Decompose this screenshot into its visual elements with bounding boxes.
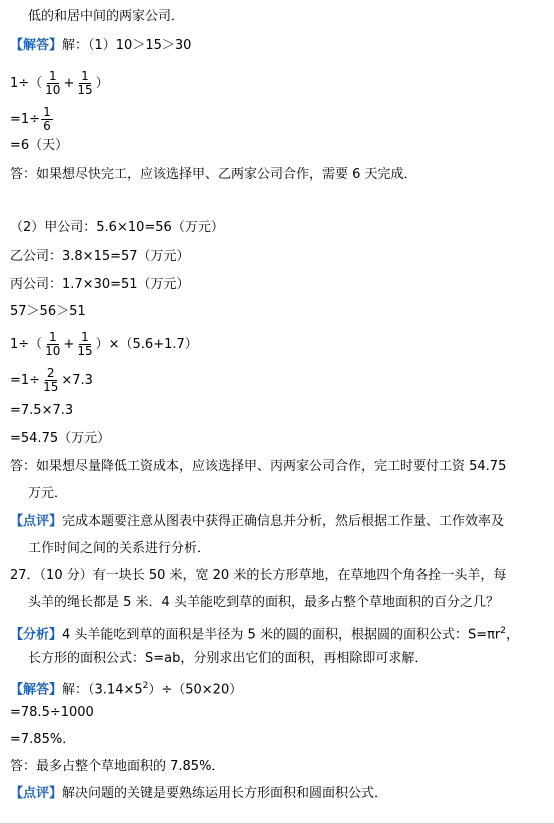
superscript: 2: [500, 626, 507, 636]
numerator: 1: [48, 69, 57, 83]
fraction-expression: [10, 70, 546, 97]
fraction: [43, 70, 62, 97]
text-line: 乙公司：3.8×15=57（万元）: [10, 249, 190, 264]
fraction-expression: [10, 367, 546, 394]
text: ）×（5.6+1.7）: [95, 337, 198, 352]
review-line: [10, 785, 546, 803]
text: 1÷（: [10, 337, 43, 352]
answer-tag: 【解答】: [10, 682, 63, 698]
text-line: =6（天）: [10, 138, 69, 153]
text-line: 丙公司：1.7×30=51（万元）: [10, 277, 190, 292]
text: ）÷（50×20）: [148, 682, 243, 698]
text-line: =78.5÷1000: [10, 705, 94, 720]
text: ×7.3: [61, 373, 93, 388]
question-line: 头羊的绳长都是 5 米．4 头羊能吃到草的面积，最多占整个草地面积的百分之几？: [28, 595, 499, 610]
denominator: 6: [43, 119, 51, 133]
fraction-expression: [10, 106, 546, 133]
text: ，: [506, 627, 520, 643]
text-line: 长方形的面积公式：S=ab，分别求出它们的面积，再相除即可求解．: [28, 651, 428, 666]
fraction: [41, 106, 53, 133]
numerator: 1: [48, 330, 57, 344]
text-line: 答：如果想尽快完工，应该选择甲、乙两家公司合作，需要 6 天完成．: [10, 167, 417, 182]
text-line: 工作时间之间的关系进行分析．: [28, 541, 211, 556]
fraction: [75, 331, 94, 358]
text-line: =7.85%．: [10, 732, 76, 747]
fraction: [75, 70, 94, 97]
numerator: 1: [81, 330, 89, 344]
denominator: 15: [77, 83, 93, 97]
analysis-tag: 【分析】: [10, 627, 63, 643]
text: 解：（1）10＞15＞30: [62, 38, 192, 53]
text: ）: [95, 76, 109, 91]
denominator: 15: [77, 344, 93, 358]
denominator: 10: [45, 83, 61, 97]
fraction-expression: [10, 331, 546, 358]
numerator: 1: [43, 105, 51, 119]
analysis-line: [10, 622, 546, 644]
text-line: =7.5×7.3: [10, 403, 74, 418]
superscript: 2: [142, 681, 149, 691]
denominator: 10: [45, 344, 61, 358]
text-line: 低的和居中间的两家公司．: [28, 9, 185, 24]
text-line: =54.75（万元）: [10, 431, 111, 446]
numerator: 2: [46, 366, 55, 380]
numerator: 1: [81, 69, 89, 83]
review-tag: 【点评】: [10, 514, 63, 529]
text: 解：（3.14×5: [62, 682, 143, 698]
text: 1÷（: [10, 76, 43, 91]
text-line: 57＞56＞51: [10, 304, 86, 319]
solution-line: [10, 37, 546, 55]
text-line: （2）甲公司：5.6×10=56（万元）: [10, 220, 224, 235]
text-line: 答：最多占整个草地面积的 7.85%．: [10, 759, 225, 774]
review-tag: 【点评】: [10, 786, 63, 801]
answer-tag: 【解答】: [10, 38, 63, 53]
text-line: 答：如果想尽量降低工资成本，应该选择甲、丙两家公司合作，完工时要付工资 54.75: [10, 459, 507, 474]
review-line: [10, 513, 546, 531]
text-line: 万元．: [28, 486, 68, 501]
question-line: 27．（10 分）有一块长 50 米，宽 20 米的长方形草地，在草地四个角各拴一头羊，每: [10, 568, 507, 583]
text: =1÷: [10, 373, 41, 388]
solution-line: [10, 677, 546, 699]
fraction: [43, 331, 62, 358]
text: 完成本题要注意从图表中获得正确信息并分析，然后根据工作量、工作效率及: [62, 514, 505, 529]
text: +: [63, 337, 75, 352]
denominator: 15: [43, 380, 59, 394]
text: 4 头羊能吃到草的面积是半径为 5 米的圆的面积，根据圆的面积公式：S=πr: [62, 627, 501, 643]
text: 解决问题的关键是要熟练运用长方形面积和圆面积公式．: [62, 786, 388, 801]
text: =1÷: [10, 112, 41, 127]
text: +: [63, 76, 75, 91]
fraction: [41, 367, 60, 394]
